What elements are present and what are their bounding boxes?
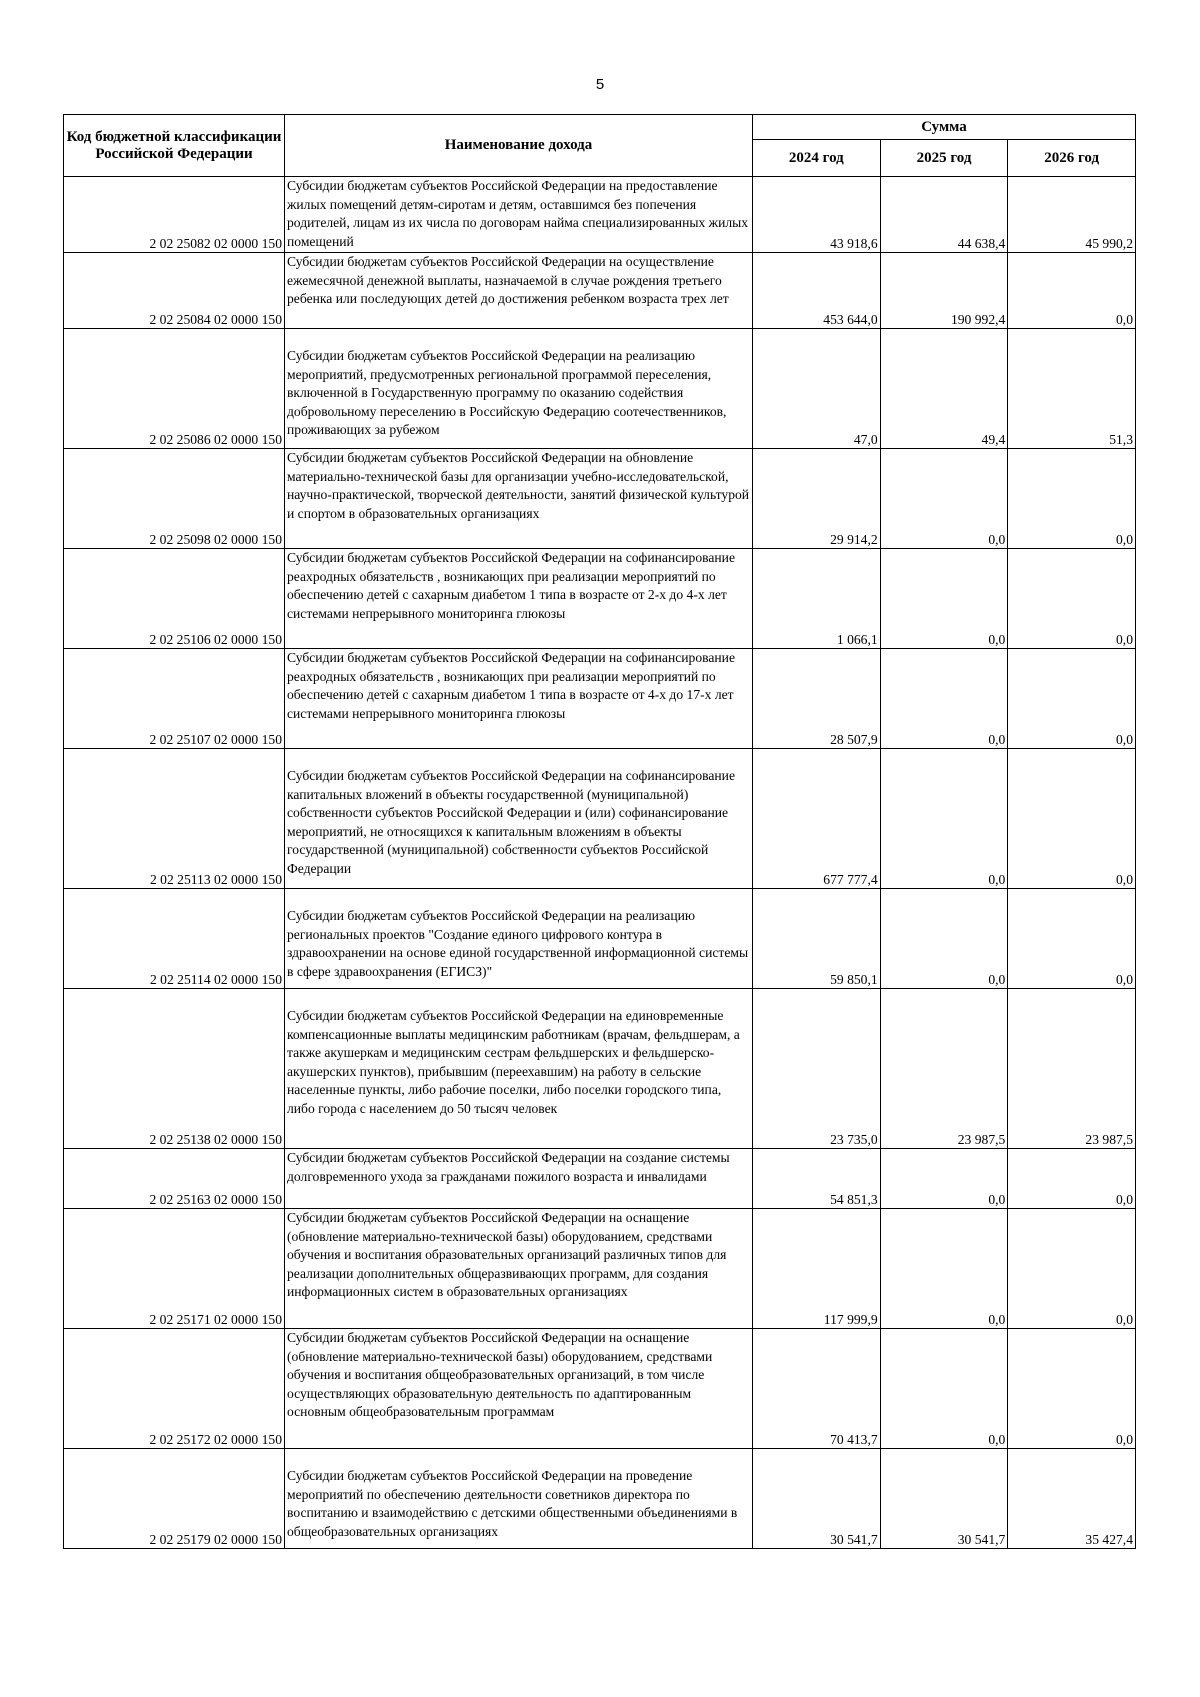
row-code: 2 02 25082 02 0000 150: [64, 177, 285, 253]
row-value-2026: 0,0: [1008, 1329, 1136, 1449]
row-name: Субсидии бюджетам субъектов Российской Федерации на реализацию мероприятий, предусмотренных региональной программой переселения, включенной в Государственную программу по оказанию содействия добровольному переселению в Российскую Федерацию соотечественников, проживающих за рубежом: [285, 329, 753, 449]
table-row: [64, 1329, 1136, 1449]
row-value-2024: 30 541,7: [753, 1449, 881, 1549]
table-row: [64, 549, 1136, 649]
row-value-2025: 0,0: [880, 749, 1008, 889]
table-row: [64, 649, 1136, 749]
row-code: 2 02 25138 02 0000 150: [64, 989, 285, 1149]
row-name: Субсидии бюджетам субъектов Российской Федерации на реализацию региональных проектов "Создание единого цифрового контура в здравоохранении на основе единой государственной информационной системы в сфере здравоохранения (ЕГИСЗ)": [285, 889, 753, 989]
row-code: 2 02 25114 02 0000 150: [64, 889, 285, 989]
table-row: [64, 989, 1136, 1149]
row-name: Субсидии бюджетам субъектов Российской Федерации на софинансирование реахродных обязательств , возникающих при реализации мероприятий по обеспечению детей с сахарным диабетом 1 типа в возрасте от 4-х до 17-х лет системами непрерывного мониторинга глюкозы: [285, 649, 753, 749]
table-row: [64, 749, 1136, 889]
row-value-2026: 0,0: [1008, 889, 1136, 989]
row-name: Субсидии бюджетам субъектов Российской Федерации на создание системы долговременного ухода за гражданами пожилого возраста и инвалидами: [285, 1149, 753, 1209]
row-value-2025: 0,0: [880, 449, 1008, 549]
row-value-2024: 43 918,6: [753, 177, 881, 253]
row-code: 2 02 25179 02 0000 150: [64, 1449, 285, 1549]
row-value-2025: 23 987,5: [880, 989, 1008, 1149]
row-name: Субсидии бюджетам субъектов Российской Федерации на предоставление жилых помещений детям-сиротам и детям, оставшимся без попечения родителей, лицам из их числа по договорам найма специализированных жилых помещений: [285, 177, 753, 253]
row-value-2024: 59 850,1: [753, 889, 881, 989]
row-value-2025: 0,0: [880, 1149, 1008, 1209]
table-row: [64, 253, 1136, 329]
row-value-2024: 677 777,4: [753, 749, 881, 889]
header-year-2026: 2026 год: [1008, 140, 1136, 177]
row-value-2025: 30 541,7: [880, 1449, 1008, 1549]
row-value-2026: 0,0: [1008, 253, 1136, 329]
row-code: 2 02 25107 02 0000 150: [64, 649, 285, 749]
row-value-2024: 117 999,9: [753, 1209, 881, 1329]
row-value-2026: 35 427,4: [1008, 1449, 1136, 1549]
header-code: Код бюджетной классификации Российской Федерации: [64, 115, 285, 177]
row-code: 2 02 25106 02 0000 150: [64, 549, 285, 649]
row-value-2026: 0,0: [1008, 549, 1136, 649]
row-value-2024: 47,0: [753, 329, 881, 449]
row-code: 2 02 25084 02 0000 150: [64, 253, 285, 329]
budget-revenue-table: [63, 114, 1136, 1549]
row-value-2026: 0,0: [1008, 1149, 1136, 1209]
header-name: Наименование дохода: [285, 115, 753, 177]
row-value-2025: 0,0: [880, 649, 1008, 749]
row-name: Субсидии бюджетам субъектов Российской Федерации на софинансирование реахродных обязательств , возникающих при реализации мероприятий по обеспечению детей с сахарным диабетом 1 типа в возрасте от 2-х до 4-х лет системами непрерывного мониторинга глюкозы: [285, 549, 753, 649]
row-value-2025: 44 638,4: [880, 177, 1008, 253]
header-sum: Сумма: [753, 115, 1136, 140]
row-value-2025: 0,0: [880, 1329, 1008, 1449]
row-code: 2 02 25163 02 0000 150: [64, 1149, 285, 1209]
row-code: 2 02 25086 02 0000 150: [64, 329, 285, 449]
row-value-2026: 0,0: [1008, 449, 1136, 549]
table-row: [64, 329, 1136, 449]
page-number: 5: [595, 76, 605, 93]
row-name: Субсидии бюджетам субъектов Российской Федерации на проведение мероприятий по обеспечению деятельности советников директора по воспитанию и взаимодействию с детскими общественными объединениями в общеобразовательных организациях: [285, 1449, 753, 1549]
row-value-2026: 23 987,5: [1008, 989, 1136, 1149]
row-value-2024: 29 914,2: [753, 449, 881, 549]
row-value-2024: 54 851,3: [753, 1149, 881, 1209]
row-name: Субсидии бюджетам субъектов Российской Федерации на единовременные компенсационные выплаты медицинским работникам (врачам, фельдшерам, а также акушеркам и медицинским сестрам фельдшерских и фельдшерско-акушерских пунктов), прибывшим (переехавшим) на работу в сельские населенные пункты, либо рабочие поселки, либо поселки городского типа, либо города с населением до 50 тысяч человек: [285, 989, 753, 1149]
table-row: [64, 177, 1136, 253]
row-value-2026: 45 990,2: [1008, 177, 1136, 253]
row-value-2026: 0,0: [1008, 749, 1136, 889]
row-name: Субсидии бюджетам субъектов Российской Федерации на софинансирование капитальных вложений в объекты государственной (муниципальной) собственности субъектов Российской Федерации и (или) софинансирование мероприятий, не относящихся к капитальным вложениям в объекты государственной (муниципальной) собственности субъектов Российской Федерации: [285, 749, 753, 889]
row-name: Субсидии бюджетам субъектов Российской Федерации на оснащение (обновление материально-технической базы) оборудованием, средствами обучения и воспитания образовательных организаций различных типов для реализации дополнительных общеразвивающих программ, для создания информационных систем в образовательных организациях: [285, 1209, 753, 1329]
row-value-2026: 0,0: [1008, 1209, 1136, 1329]
row-name: Субсидии бюджетам субъектов Российской Федерации на оснащение (обновление материально-технической базы) оборудованием, средствами обучения и воспитания общеобразовательных организаций, в том числе осуществляющих образовательную деятельность по адаптированным основным общеобразовательным программам: [285, 1329, 753, 1449]
table-row: [64, 889, 1136, 989]
row-name: Субсидии бюджетам субъектов Российской Федерации на осуществление ежемесячной денежной выплаты, назначаемой в случае рождения третьего ребенка или последующих детей до достижения ребенком возраста трех лет: [285, 253, 753, 329]
row-code: 2 02 25172 02 0000 150: [64, 1329, 285, 1449]
header-year-2025: 2025 год: [880, 140, 1008, 177]
table-row: [64, 449, 1136, 549]
row-name: Субсидии бюджетам субъектов Российской Федерации на обновление материально-технической базы для организации учебно-исследовательской, научно-практической, творческой деятельности, занятий физической культурой и спортом в образовательных организациях: [285, 449, 753, 549]
row-value-2025: 0,0: [880, 1209, 1008, 1329]
row-value-2025: 49,4: [880, 329, 1008, 449]
row-code: 2 02 25113 02 0000 150: [64, 749, 285, 889]
row-code: 2 02 25098 02 0000 150: [64, 449, 285, 549]
row-value-2024: 23 735,0: [753, 989, 881, 1149]
row-value-2026: 0,0: [1008, 649, 1136, 749]
row-value-2024: 70 413,7: [753, 1329, 881, 1449]
table-row: [64, 1449, 1136, 1549]
row-value-2024: 1 066,1: [753, 549, 881, 649]
table-row: [64, 1209, 1136, 1329]
header-year-2024: 2024 год: [753, 140, 881, 177]
row-value-2025: 0,0: [880, 549, 1008, 649]
row-value-2025: 190 992,4: [880, 253, 1008, 329]
table-row: [64, 1149, 1136, 1209]
row-value-2024: 28 507,9: [753, 649, 881, 749]
row-value-2026: 51,3: [1008, 329, 1136, 449]
row-value-2025: 0,0: [880, 889, 1008, 989]
row-code: 2 02 25171 02 0000 150: [64, 1209, 285, 1329]
row-value-2024: 453 644,0: [753, 253, 881, 329]
